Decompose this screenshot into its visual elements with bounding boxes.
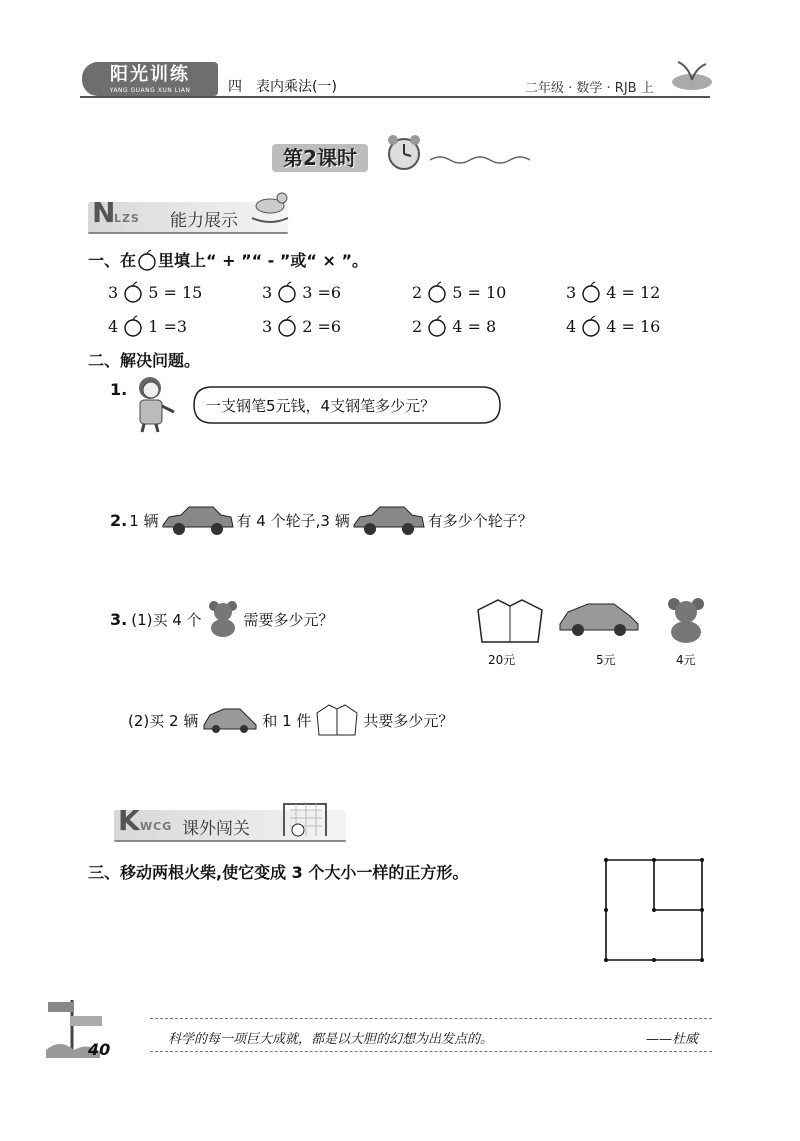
equation-left-operand: 2	[412, 282, 423, 302]
equation-left-operand: 4	[566, 316, 577, 336]
equation-right-part: 3 =6	[302, 282, 342, 302]
question-3-heading: 三、移动两根火柴,使它变成 3 个大小一样的正方形。	[88, 863, 469, 882]
question-1-heading	[88, 248, 368, 271]
bubble-text: 一支钢笔5元钱，4支钢笔多少元？	[206, 397, 436, 415]
equation-left-operand: 2	[412, 316, 423, 336]
teddy-bear-icon	[664, 596, 708, 644]
equation-right-part: 2 =6	[302, 316, 342, 336]
rocking-horse-icon	[248, 188, 292, 224]
equation	[108, 281, 202, 303]
equation-left-operand: 3	[566, 282, 577, 302]
equation	[262, 281, 341, 303]
unit-title: 四 表内乘法(一)	[228, 79, 337, 95]
equation-left-operand: 3	[262, 282, 273, 302]
apple-blank-icon[interactable]	[426, 281, 448, 303]
equation-right-part: 1 =3	[148, 316, 188, 336]
girl-illustration	[126, 372, 178, 434]
problem-3-part-2	[128, 703, 453, 737]
plant-icon	[668, 58, 714, 92]
car-icon	[352, 503, 426, 537]
apple-blank-icon[interactable]	[122, 315, 144, 337]
apple-blank-icon[interactable]	[580, 281, 602, 303]
price-jacket: 20元	[488, 653, 516, 667]
brand-subtitle: YANG GUANG XUN LIAN	[109, 87, 191, 94]
section2-letter: K	[118, 804, 140, 837]
equation-right-part: 4 = 8	[452, 316, 497, 336]
footer-author: ——杜威	[646, 1032, 699, 1047]
apple-blank-icon[interactable]	[276, 281, 298, 303]
equation-right-part: 4 = 12	[606, 282, 661, 302]
equation	[108, 315, 187, 337]
soccer-goal-icon	[282, 800, 328, 838]
section1-letter: N	[92, 196, 116, 229]
equation	[566, 281, 660, 303]
problem-3-1-text-a: (1)买 4 个	[131, 610, 202, 629]
grade-label: 二年级 · 数学 · RJB 上	[525, 81, 654, 96]
section2-title: 课外闯关	[182, 819, 250, 839]
page-number: 40	[88, 1040, 111, 1059]
equation-left-operand: 3	[108, 282, 119, 302]
matchstick-figure	[598, 854, 710, 966]
q1-heading-pre: 一、在	[88, 251, 137, 270]
apple-blank-icon[interactable]	[276, 315, 298, 337]
alarm-clock-icon	[384, 132, 424, 174]
equation-right-part: 4 = 16	[606, 316, 661, 336]
question-2-heading: 二、解决问题。	[88, 351, 201, 370]
equation-left-operand: 4	[108, 316, 119, 336]
price-car: 5元	[596, 653, 616, 667]
equation-left-operand: 3	[262, 316, 273, 336]
apple-blank-icon[interactable]	[426, 315, 448, 337]
problem-3-2-text-a: (2)买 2 辆	[128, 711, 199, 730]
price-bear: 4元	[676, 653, 696, 667]
equation	[262, 315, 341, 337]
decorative-dots	[430, 154, 530, 166]
problem-2-text-a: 1 辆	[129, 511, 159, 530]
brand-title: 阳光训练	[110, 64, 190, 85]
lesson-title: 第2课时	[272, 144, 368, 172]
section1-code: LZS	[114, 212, 140, 225]
q1-heading-post: 里填上“ + ”“ - ”或“ × ”。	[158, 251, 368, 270]
problem-3-2-text-c: 共要多少元？	[363, 711, 454, 730]
equation	[412, 281, 506, 303]
equation	[412, 315, 496, 337]
jacket-icon	[474, 598, 546, 644]
teddy-bear-icon	[206, 600, 240, 638]
equation	[566, 315, 660, 337]
brand-logo	[82, 62, 218, 96]
problem-1-number: 1.	[110, 380, 128, 399]
problem-2-text-c: 有多少个轮子？	[427, 511, 533, 530]
apple-icon	[136, 249, 158, 271]
problem-3-number: 3.	[110, 609, 128, 629]
equation-right-part: 5 = 15	[148, 282, 203, 302]
apple-blank-icon[interactable]	[122, 281, 144, 303]
footer-quote: 科学的每一项巨大成就，都是以大胆的幻想为出发点的。	[168, 1032, 494, 1047]
equation-right-part: 5 = 10	[452, 282, 507, 302]
car-icon	[161, 503, 235, 537]
car-icon	[558, 598, 640, 638]
problem-3-1-text-b: 需要多少元？	[243, 610, 334, 629]
problem-3-part-1	[110, 600, 334, 638]
section2-code: WCG	[140, 820, 173, 833]
car-icon	[202, 705, 258, 735]
problem-3-2-text-b: 和 1 件	[262, 711, 312, 730]
problem-2-text-b: 有 4 个轮子,3 辆	[236, 511, 350, 530]
problem-2-number: 2.	[110, 510, 128, 530]
section1-title: 能力展示	[170, 211, 238, 231]
jacket-icon	[315, 703, 359, 737]
apple-blank-icon[interactable]	[580, 315, 602, 337]
problem-2	[110, 503, 533, 537]
